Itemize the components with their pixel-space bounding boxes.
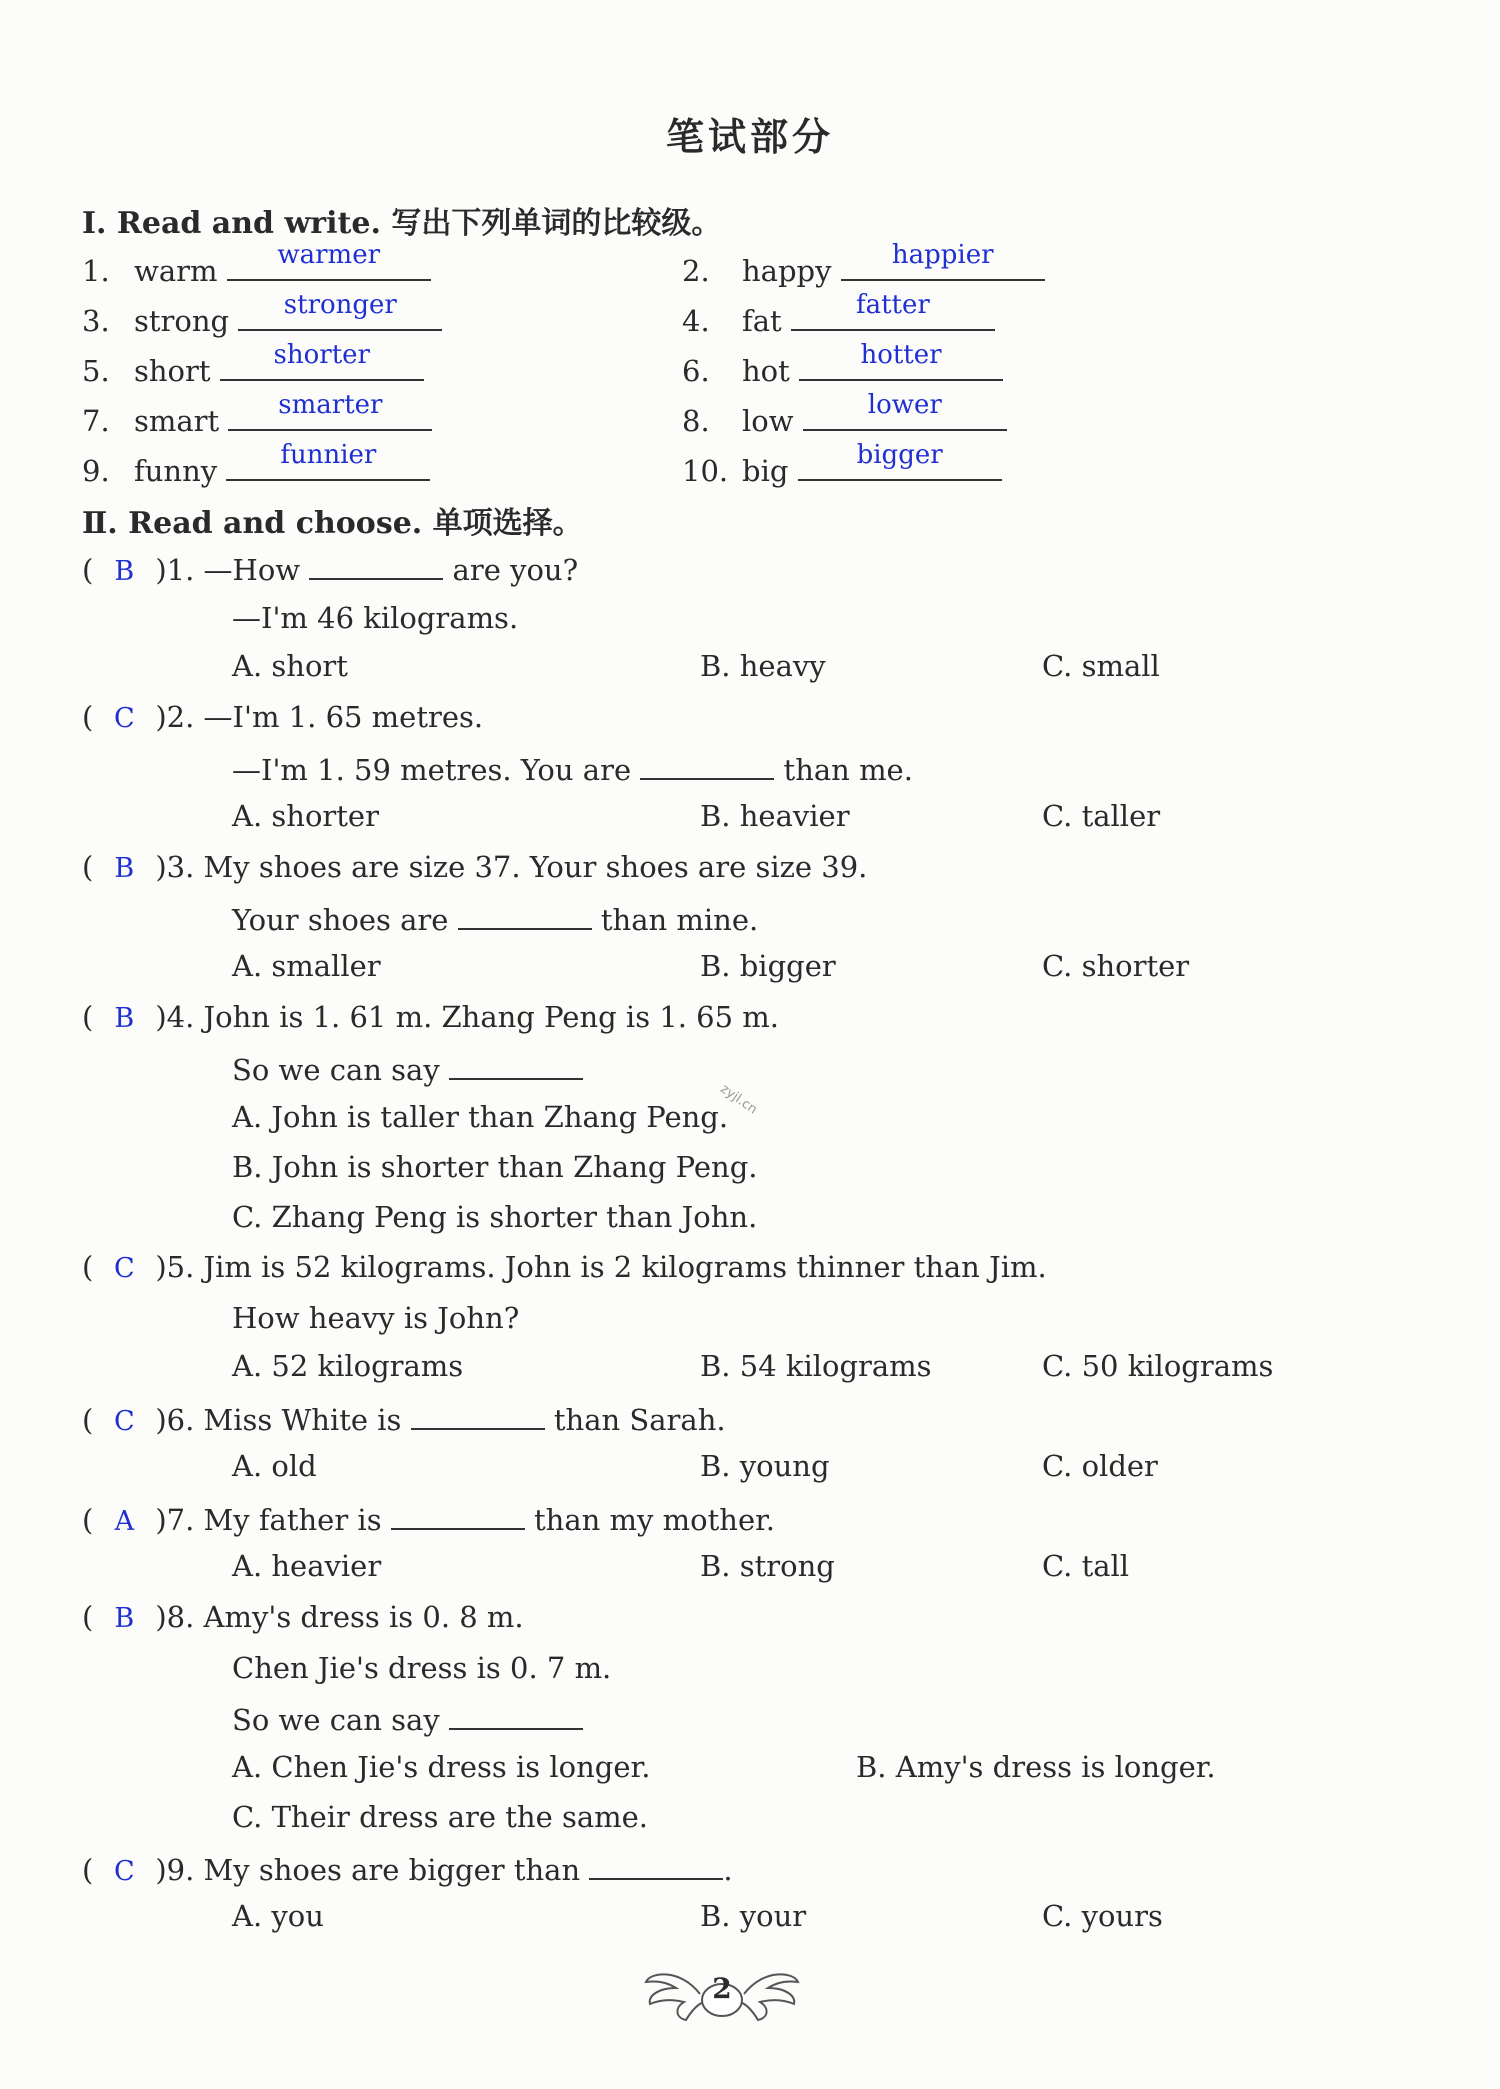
option-b: B. Amy's dress is longer. [856,1750,1216,1784]
watermark: zyjl.cn [717,1081,760,1118]
question-text: So we can say [232,1050,583,1088]
question-6: ( C )6. Miss White is than Sarah. [82,1400,726,1437]
part1-item-9: 9. funny funnier [82,449,430,489]
part1-item-10: 10. big bigger [682,449,1002,489]
question-text: Your shoes are than mine. [232,900,758,938]
answer: fatter [855,290,930,320]
part1-item-5: 5. short shorter [82,349,424,389]
question-text: —I'm 46 kilograms. [232,601,519,635]
option-b: B. John is shorter than Zhang Peng. [232,1150,758,1184]
option-a: A. John is taller than Zhang Peng. [232,1100,729,1134]
answer: funnier [280,440,377,470]
option-c: C. 50 kilograms [1042,1349,1274,1383]
question-text: Chen Jie's dress is 0. 7 m. [232,1651,612,1685]
page-number-badge [640,1958,804,2028]
answer: stronger [283,290,397,320]
question-5: ( C )5. Jim is 52 kilograms. John is 2 kilograms thinner than Jim. [82,1250,1047,1284]
option-a: A. Chen Jie's dress is longer. [232,1750,651,1784]
page-title: 笔试部分 [665,114,834,159]
option-a: A. heavier [232,1549,382,1583]
answer: A [114,1506,135,1537]
option-c: C. shorter [1042,949,1190,983]
part1-item-2: 2. happy happier [682,249,1045,289]
answer: smarter [278,390,383,420]
option-a: A. short [232,649,348,683]
option-a: A. shorter [232,799,379,833]
option-b: B. young [700,1449,830,1483]
option-c: C. taller [1042,799,1161,833]
question-9: ( C )9. My shoes are bigger than . [82,1850,733,1887]
option-b: B. heavier [700,799,850,833]
option-c: C. tall [1042,1549,1130,1583]
part1-item-3: 3. strong stronger [82,299,442,339]
answer: lower [867,390,942,420]
answer: B [114,556,135,587]
answer: happier [891,240,994,270]
option-b: B. strong [700,1549,835,1583]
answer: B [114,1003,135,1034]
answer: B [114,853,135,884]
answer: C [113,1253,135,1284]
question-3: ( B )3. My shoes are size 37. Your shoes are size 39. [82,850,868,884]
option-b: B. bigger [700,949,836,983]
part1-item-6: 6. hot hotter [682,349,1003,389]
option-a: A. you [232,1899,324,1933]
part1-item-7: 7. smart smarter [82,399,432,439]
option-c: C. Zhang Peng is shorter than John. [232,1200,758,1234]
part1-heading: Ⅰ. Read and write. 写出下列单词的比较级。 [82,206,722,241]
part1-item-8: 8. low lower [682,399,1007,439]
page-number: 2 [712,1972,732,2005]
question-7: ( A )7. My father is than my mother. [82,1500,775,1537]
answer: C [113,703,135,734]
question-4: ( B )4. John is 1. 61 m. Zhang Peng is 1. 65 m. [82,1000,780,1034]
answer: B [114,1603,135,1634]
option-a: A. smaller [232,949,381,983]
part2-heading: Ⅱ. Read and choose. 单项选择。 [82,506,583,541]
option-b: B. your [700,1899,807,1933]
option-c: C. older [1042,1449,1158,1483]
option-c: C. yours [1042,1899,1163,1933]
option-b: B. 54 kilograms [700,1349,932,1383]
option-c: C. Their dress are the same. [232,1800,648,1834]
question-text: —I'm 1. 59 metres. You are than me. [232,750,913,788]
question-8: ( B )8. Amy's dress is 0. 8 m. [82,1600,524,1634]
part1-item-4: 4. fat fatter [682,299,995,339]
option-a: A. old [232,1449,317,1483]
option-c: C. small [1042,649,1160,683]
answer: warmer [277,240,381,270]
question-2: ( C )2. —I'm 1. 65 metres. [82,700,484,734]
answer: hotter [860,340,942,370]
answer: C [113,1406,135,1437]
option-a: A. 52 kilograms [232,1349,464,1383]
answer: bigger [856,440,943,470]
question-text: How heavy is John? [232,1301,520,1335]
question-text: So we can say [232,1700,583,1738]
question-1: ( B )1. —How are you? [82,550,578,587]
part1-item-1: 1. warm warmer [82,249,431,289]
option-b: B. heavy [700,649,826,683]
answer: C [113,1856,135,1887]
answer: shorter [273,340,370,370]
